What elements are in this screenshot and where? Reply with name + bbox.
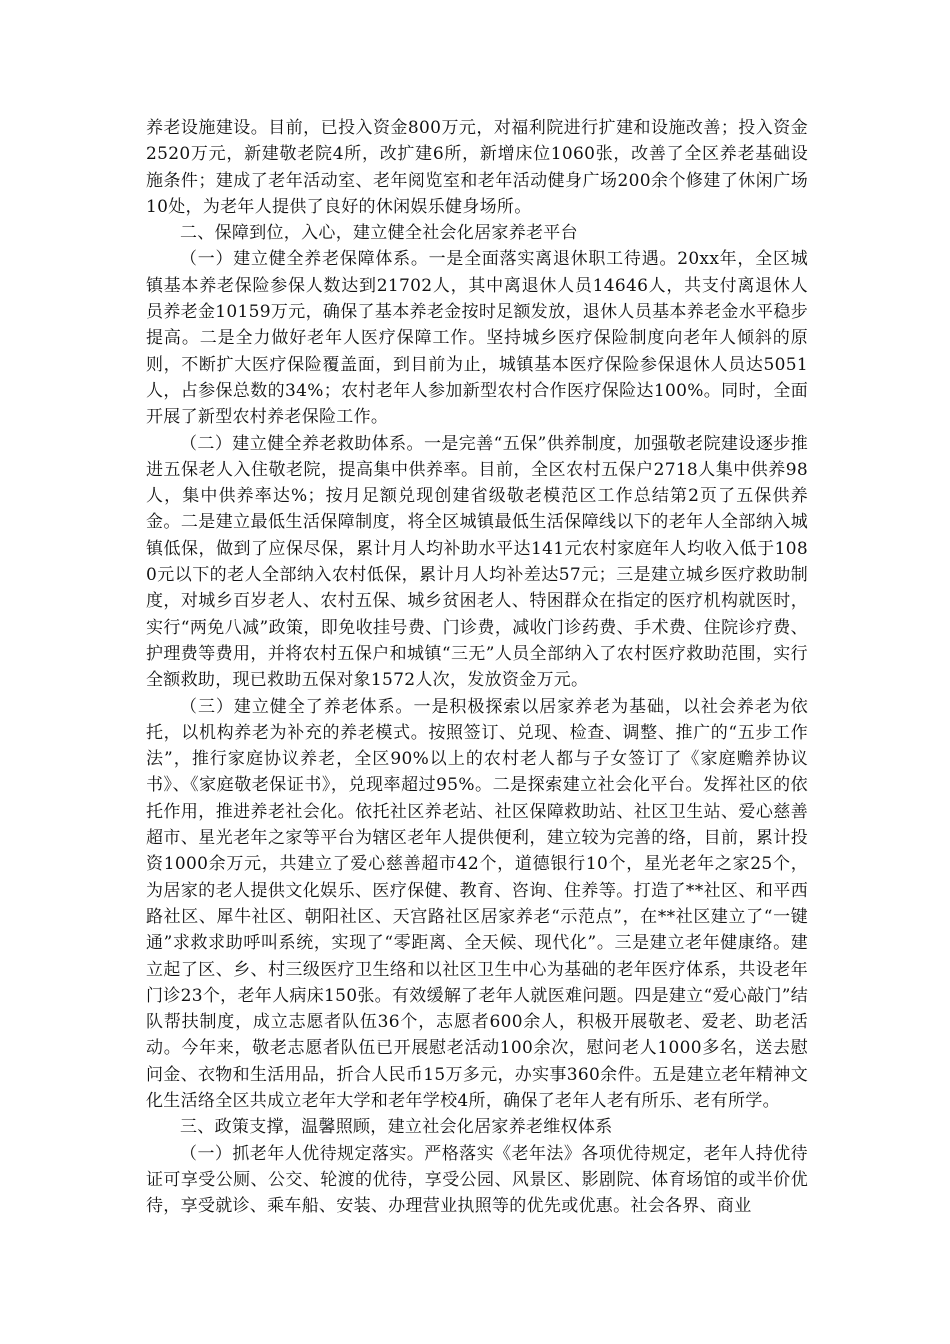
paragraph-relief-system: （二）建立健全养老救助体系。一是完善“五保”供养制度，加强敬老院建设逐步推进五保老人入住敬老院，提高集中供养率。目前，全区农村五保户2718人集中供养98人，集中供养率达%；按月足额兑现创建省级敬老模范区工作总结第2页了五保供养金。二是建立最低生活保障制度，将全区城镇最低生活保障线以下的老年人全部纳入城镇低保，做到了应保尽保，累计月人均补助水平达141元农村家庭年人均收入低于1080元以下的老人全部纳入农村低保，累计月人均补差达57元；三是建立城乡医疗救助制度，对城乡百岁老人、农村五保、城乡贫困老人、特困群众在指定的医疗机构就医时，实行“两免八减”政策，即免收挂号费、门诊费，减收门诊药费、手术费、住院诊疗费、护理费等费用，并将农村五保户和城镇“三无”人员全部纳入了农村医疗救助范围，实行全额救助，现已救助五保对象1572人次，发放资金万元。 [146, 433, 808, 691]
section-heading-2: 二、保障到位，入心，建立健全社会化居家养老平台 [180, 223, 578, 244]
paragraph-elderly-care-system: （三）建立健全了养老体系。一是积极探索以居家养老为基础，以社会养老为依托，以机构养老为补充的养老模式。按照签订、兑现、检查、调整、推广的“五步工作法”，推行家庭协议养老，全区90%以上的农村老人都与子女签订了《家庭赡养协议书》、《家庭敬老保证书》，兑现率超过95%。二是探索建立社会化平台。发挥社区的依托作用，推进养老社会化。依托社区养老站、社区保障救助站、社区卫生站、爱心慈善超市、星光老年之家等平台为辖区老年人提供便利，建立较为完善的络，目前，累计投资1000余万元，共建立了爱心慈善超市42个，道德银行10个，星光老年之家25个，为居家的老人提供文化娱乐、医疗保健、教育、咨询、住养等。打造了**社区、和平西路社区、犀牛社区、朝阳社区、天宫路社区居家养老“示范点”，在**社区建立了“一键通”求救求助呼叫系统，实现了“零距离、全天候、现代化”。三是建立老年健康络。建立起了区、乡、村三级医疗卫生络和以社区卫生中心为基础的老年医疗体系，共设老年门诊23个，老年人病床150张。有效缓解了老年人就医难问题。四是建立“爱心敲门”结队帮扶制度，成立志愿者队伍36个，志愿者600余人，积极开展敬老、爱老、助老活动。今年来，敬老志愿者队伍已开展慰老活动100余次，慰问老人1000多名，送去慰问金、衣物和生活用品，折合人民币15万多元，办实事360余件。五是建立老年精神文化生活络全区共成立老年大学和老年学校4所，确保了老年人老有所乐、老有所学。 [146, 696, 808, 1111]
section-heading-3: 三、政策支撑，温馨照顾，建立社会化居家养老维权体系 [180, 1117, 613, 1138]
paragraph-preferential-policy: （一）抓老年人优待规定落实。严格落实《老年法》各项优待规定，老年人持优待证可享受公厕、公交、轮渡的优待，享受公园、风景区、影剧院、体育场馆的或半价优待，享受就诊、乘车船、安装、办理营业执照等的优先或优惠。社会各界、商业 [146, 1143, 808, 1217]
paragraph-security-system: （一）建立健全养老保障体系。一是全面落实离退休职工待遇。20xx年，全区城镇基本养老保险参保人数达到21702人，其中离退休人员14646人，共支付离退休人员养老金10159万元，确保了基本养老金按时足额发放，退休人员基本养老金水平稳步提高。二是全力做好老年人医疗保障工作。坚持城乡医疗保险制度向老年人倾斜的原则，不断扩大医疗保险覆盖面，到目前为止，城镇基本医疗保险参保退休人员达5051人，占参保总数的34%；农村老年人参加新型农村合作医疗保险达100%。同时，全面开展了新型农村养老保险工作。 [146, 249, 808, 428]
document-body [146, 115, 808, 1219]
paragraph-facilities: 养老设施建设。目前，已投入资金800万元，对福利院进行扩建和设施改善；投入资金2520万元，新建敬老院4所，改扩建6所，新增床位1060张，改善了全区养老基础设施条件；建成了老年活动室、老年阅览室和老年活动健身广场200余个修建了休闲广场10处，为老年人提供了良好的休闲娱乐健身场所。 [146, 118, 808, 217]
